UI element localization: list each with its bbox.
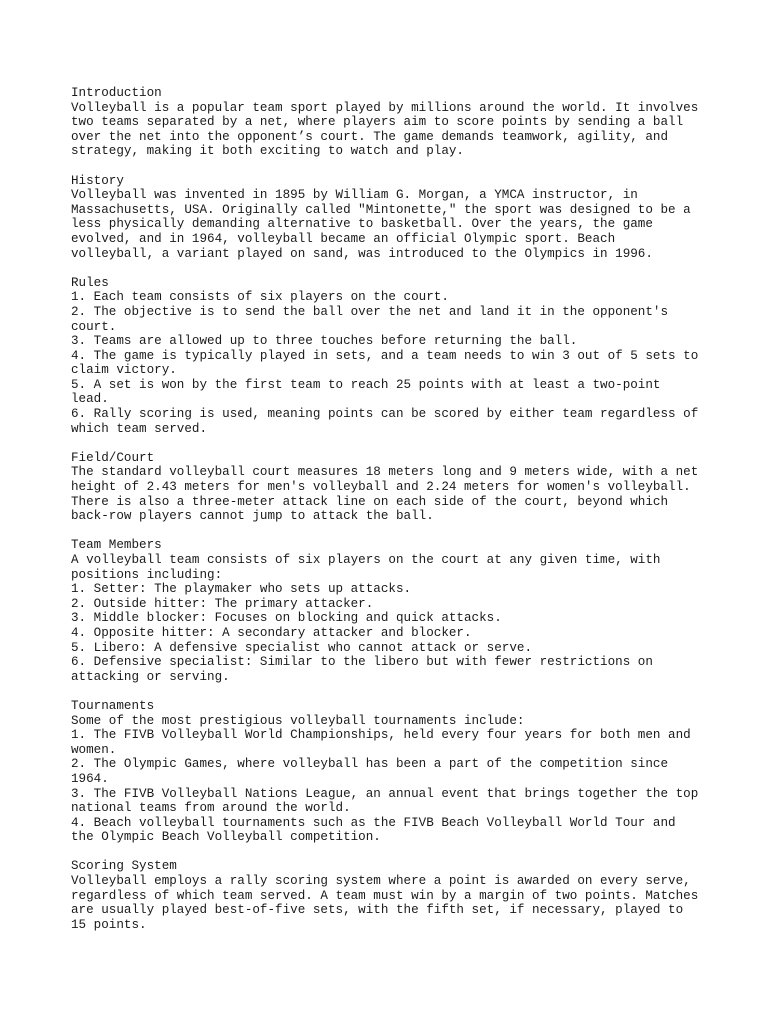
text-line: lead.: [71, 392, 109, 407]
text-line: 5. A set is won by the first team to reach 25 points with at least a two-point: [71, 377, 661, 392]
text-line: 6. Rally scoring is used, meaning points can be scored by either team regardless of: [71, 407, 699, 422]
text-line: 1. The FIVB Volleyball World Championships, held every four years for both men and: [71, 728, 691, 743]
section-heading: Introduction: [71, 86, 162, 100]
text-line: which team served.: [71, 421, 208, 436]
text-line: 2. The Olympic Games, where volleyball has been a part of the competition since: [71, 757, 669, 772]
section-heading: Field/Court: [71, 450, 155, 465]
text-line: strategy, making it both exciting to watch and play.: [71, 144, 464, 159]
text-line: evolved, and in 1964, volleyball became an official Olympic sport. Beach: [71, 231, 616, 246]
section-heading: Scoring System: [71, 859, 177, 874]
text-line: 3. Teams are allowed up to three touches before returning the ball.: [71, 334, 578, 349]
section-field-court: [71, 451, 711, 524]
text-line: Volleyball is a popular team sport played by millions around the world. It involves: [71, 100, 699, 115]
text-line: volleyball, a variant played on sand, was introduced to the Olympics in 1996.: [71, 246, 653, 261]
text-line: There is also a three-meter attack line on each side of the court, beyond which: [71, 494, 669, 509]
text-line: 15 points.: [71, 917, 147, 932]
text-line: 2. Outside hitter: The primary attacker.: [71, 596, 374, 611]
text-line: 4. Opposite hitter: A secondary attacker and blocker.: [71, 625, 472, 640]
text-line: 5. Libero: A defensive specialist who cannot attack or serve.: [71, 640, 533, 655]
text-line: court.: [71, 319, 117, 334]
text-line: Massachusetts, USA. Originally called "Mintonette," the sport was designed to be a: [71, 202, 691, 217]
text-line: regardless of which team served. A team must win by a margin of two points. Matches: [71, 888, 699, 903]
section-introduction: [71, 86, 711, 159]
text-line: back-row players cannot jump to attack the ball.: [71, 509, 434, 524]
text-line: 3. Middle blocker: Focuses on blocking and quick attacks.: [71, 611, 502, 626]
text-line: two teams separated by a net, where players aim to score points by sending a ball: [71, 115, 684, 130]
text-line: The standard volleyball court measures 18 meters long and 9 meters wide, with a net: [71, 465, 699, 480]
text-line: Volleyball was invented in 1895 by William G. Morgan, a YMCA instructor, in: [71, 188, 638, 203]
text-line: height of 2.43 meters for men's volleyball and 2.24 meters for women's volleyball.: [71, 480, 691, 495]
text-line: 1964.: [71, 771, 109, 786]
section-history: [71, 174, 711, 262]
section-scoring-system: [71, 859, 711, 932]
text-line: attacking or serving.: [71, 669, 230, 684]
section-tournaments: [71, 699, 711, 845]
text-line: national teams from around the world.: [71, 801, 351, 816]
text-line: 1. Each team consists of six players on the court.: [71, 290, 449, 305]
section-heading: Tournaments: [71, 698, 155, 713]
section-team-members: [71, 538, 711, 684]
section-heading: Rules: [71, 275, 109, 290]
section-heading: History: [71, 173, 124, 188]
text-line: positions including:: [71, 567, 223, 582]
section-rules: [71, 276, 711, 437]
text-line: Volleyball employs a rally scoring system where a point is awarded on every serve,: [71, 874, 691, 889]
text-line: are usually played best-of-five sets, with the fifth set, if necessary, played to: [71, 903, 684, 918]
text-line: Some of the most prestigious volleyball tournaments include:: [71, 713, 525, 728]
text-line: A volleyball team consists of six players on the court at any given time, with: [71, 553, 661, 567]
text-line: 2. The objective is to send the ball over the net and land it in the opponent's: [71, 304, 669, 319]
section-heading: Team Members: [71, 538, 162, 553]
text-line: women.: [71, 742, 117, 757]
text-line: 4. Beach volleyball tournaments such as the FIVB Beach Volleyball World Tour and: [71, 815, 676, 830]
text-line: 1. Setter: The playmaker who sets up attacks.: [71, 582, 412, 597]
text-line: over the net into the opponent’s court. The game demands teamwork, agility, and: [71, 129, 669, 144]
text-line: the Olympic Beach Volleyball competition.: [71, 830, 381, 845]
document-body: [71, 86, 711, 947]
text-line: 6. Defensive specialist: Similar to the libero but with fewer restrictions on: [71, 655, 653, 670]
text-line: 4. The game is typically played in sets, and a team needs to win 3 out of 5 sets to: [71, 348, 699, 363]
text-line: 3. The FIVB Volleyball Nations League, an annual event that brings together the top: [71, 786, 699, 801]
text-line: claim victory.: [71, 363, 177, 378]
text-line: less physically demanding alternative to basketball. Over the years, the game: [71, 217, 653, 232]
